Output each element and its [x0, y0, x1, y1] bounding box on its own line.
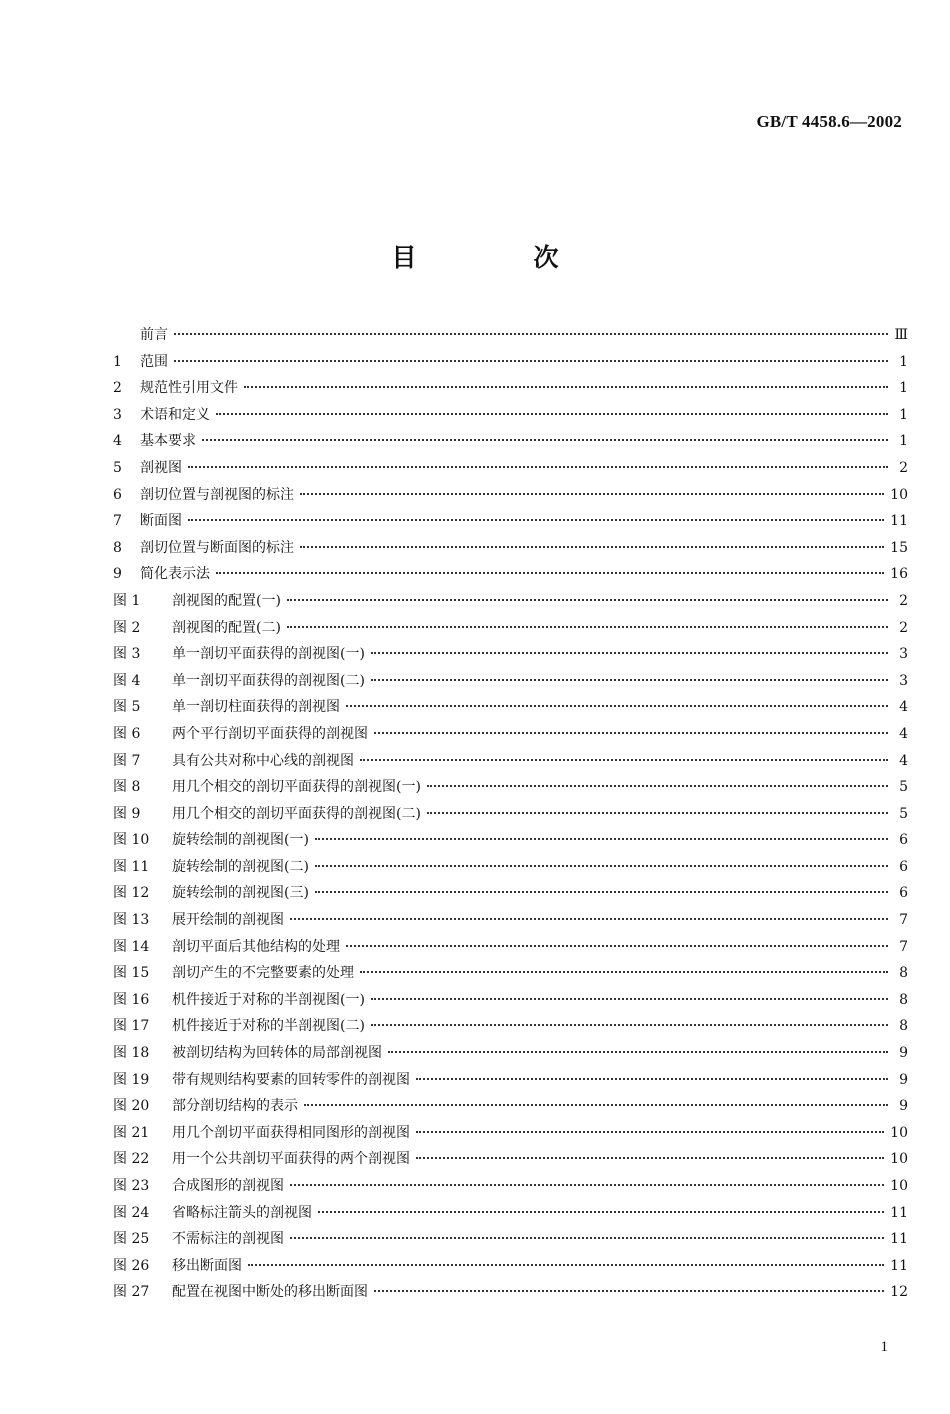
toc-entry-number: 图 5	[113, 699, 141, 716]
toc-entry-number: 图 14	[113, 938, 150, 955]
toc-entry-page: 8	[899, 965, 908, 982]
dot-leader	[174, 360, 888, 362]
toc-entry[interactable]	[113, 907, 908, 934]
toc-entry-number: 图 15	[113, 965, 150, 982]
toc-entry-number: 图 19	[113, 1071, 150, 1088]
toc-entry-number: 1	[113, 353, 122, 370]
toc-entry-number: 图 26	[113, 1257, 150, 1274]
toc-entry[interactable]	[113, 402, 908, 429]
toc-entry[interactable]	[113, 694, 908, 721]
dot-leader	[304, 1104, 888, 1106]
toc-entry-title: 带有规则结构要素的回转零件的剖视图	[172, 1071, 410, 1088]
dot-leader	[216, 572, 884, 574]
toc-entry[interactable]	[113, 1146, 908, 1173]
toc-entry-title: 剖切平面后其他结构的处理	[172, 938, 340, 955]
toc-entry-page: 6	[899, 885, 908, 902]
toc-entry-title: 剖视图	[140, 459, 182, 476]
toc-entry-page: 4	[899, 699, 908, 716]
toc-entry-number: 图 22	[113, 1151, 150, 1168]
table-of-contents	[113, 322, 908, 1306]
toc-entry[interactable]	[113, 748, 908, 775]
toc-entry[interactable]	[113, 801, 908, 828]
toc-entry-number: 图 3	[113, 646, 141, 663]
toc-entry-number: 图 9	[113, 805, 141, 822]
toc-entry-page: 9	[899, 1045, 908, 1062]
toc-entry-page: 3	[899, 672, 908, 689]
toc-entry-page: 5	[899, 805, 908, 822]
toc-entry-number: 图 18	[113, 1045, 150, 1062]
dot-leader	[371, 679, 888, 681]
toc-entry[interactable]	[113, 854, 908, 881]
toc-entry-number: 图 24	[113, 1204, 150, 1221]
toc-entry-number: 2	[113, 380, 122, 397]
dot-leader	[188, 466, 888, 468]
toc-entry-page: 1	[899, 353, 908, 370]
toc-entry[interactable]	[113, 721, 908, 748]
toc-entry-number: 图 1	[113, 592, 141, 609]
dot-leader	[360, 759, 888, 761]
toc-entry[interactable]	[113, 1120, 908, 1147]
dot-leader	[300, 546, 884, 548]
toc-entry[interactable]	[113, 827, 908, 854]
toc-entry-title: 用一个公共剖切平面获得的两个剖视图	[172, 1151, 410, 1168]
dot-leader	[416, 1131, 884, 1133]
dot-leader	[300, 493, 884, 495]
toc-entry[interactable]	[113, 349, 908, 376]
dot-leader	[174, 333, 888, 335]
toc-entry-page: 4	[899, 725, 908, 742]
toc-entry-title: 范围	[140, 353, 168, 370]
dot-leader	[315, 865, 888, 867]
toc-entry[interactable]	[113, 455, 908, 482]
toc-entry-number: 7	[113, 513, 122, 530]
dot-leader	[318, 1211, 884, 1213]
toc-entry-page: 4	[899, 752, 908, 769]
toc-entry-title: 剖视图的配置(二)	[172, 619, 281, 636]
dot-leader	[346, 945, 888, 947]
toc-entry[interactable]	[113, 1040, 908, 1067]
toc-entry-page: 12	[890, 1284, 908, 1301]
toc-entry-title: 断面图	[140, 513, 182, 530]
toc-entry-page: 3	[899, 646, 908, 663]
toc-entry-page: Ⅲ	[894, 327, 908, 343]
toc-entry-title: 不需标注的剖视图	[172, 1231, 284, 1248]
dot-leader	[290, 918, 888, 920]
toc-entry-page: 1	[899, 406, 908, 423]
toc-entry[interactable]	[113, 1013, 908, 1040]
toc-entry-number: 图 12	[113, 885, 150, 902]
toc-entry-title: 合成图形的剖视图	[172, 1178, 284, 1194]
toc-entry-title: 单一剖切平面获得的剖视图(一)	[172, 646, 365, 663]
toc-entry-title: 单一剖切平面获得的剖视图(二)	[172, 672, 365, 689]
toc-entry-page: 9	[899, 1071, 908, 1088]
toc-entry-title: 剖切位置与断面图的标注	[140, 539, 294, 556]
toc-entry-page: 10	[890, 1178, 908, 1194]
dot-leader	[290, 1237, 884, 1239]
toc-entry[interactable]	[113, 508, 908, 535]
toc-entry[interactable]	[113, 1279, 908, 1306]
toc-entry-page: 9	[899, 1098, 908, 1115]
page-title: 目 次	[391, 243, 605, 272]
toc-entry-number: 6	[113, 486, 122, 503]
toc-entry-number: 5	[113, 459, 122, 476]
dot-leader	[287, 599, 888, 601]
toc-entry-title: 简化表示法	[140, 566, 210, 583]
page-number: 1	[880, 1339, 888, 1355]
toc-entry-page: 7	[899, 938, 908, 955]
toc-entry-title: 术语和定义	[140, 406, 210, 423]
dot-leader	[374, 1290, 884, 1292]
toc-entry[interactable]	[113, 774, 908, 801]
toc-entry-page: 8	[899, 991, 908, 1008]
toc-entry[interactable]	[113, 588, 908, 615]
toc-entry-page: 11	[890, 1257, 908, 1274]
toc-entry[interactable]	[113, 322, 908, 349]
toc-entry-title: 剖切产生的不完整要素的处理	[172, 965, 354, 982]
toc-entry-page: 2	[899, 619, 908, 636]
dot-leader	[371, 652, 888, 654]
dot-leader	[416, 1157, 884, 1159]
toc-entry-title: 省略标注箭头的剖视图	[172, 1204, 312, 1221]
toc-entry-title: 配置在视图中断处的移出断面图	[172, 1284, 368, 1301]
toc-entry[interactable]	[113, 934, 908, 961]
toc-entry[interactable]	[113, 561, 908, 588]
toc-entry[interactable]	[113, 1067, 908, 1094]
toc-entry-page: 6	[899, 858, 908, 875]
toc-entry-title: 展开绘制的剖视图	[172, 912, 284, 929]
toc-entry[interactable]	[113, 375, 908, 402]
toc-entry-title: 移出断面图	[172, 1257, 242, 1274]
toc-entry[interactable]	[113, 1200, 908, 1227]
toc-entry-number: 9	[113, 566, 122, 583]
standard-code: GB/T 4458.6—2002	[756, 112, 902, 131]
toc-entry-page: 15	[890, 539, 908, 556]
toc-entry-number: 图 8	[113, 779, 141, 796]
toc-entry-number: 图 6	[113, 725, 141, 742]
dot-leader	[244, 386, 888, 388]
toc-entry-page: 10	[890, 1151, 908, 1168]
dot-leader	[202, 439, 888, 441]
toc-entry-number: 图 4	[113, 672, 141, 689]
toc-entry[interactable]	[113, 960, 908, 987]
toc-entry-title: 用几个剖切平面获得相同图形的剖视图	[172, 1124, 410, 1141]
toc-entry[interactable]	[113, 1253, 908, 1280]
dot-leader	[360, 971, 888, 973]
dot-leader	[427, 785, 888, 787]
toc-entry[interactable]	[113, 428, 908, 455]
toc-entry-number: 8	[113, 539, 122, 556]
toc-entry-page: 11	[890, 1231, 908, 1248]
toc-entry[interactable]	[113, 641, 908, 668]
dot-leader	[371, 1024, 888, 1026]
dot-leader	[427, 812, 888, 814]
toc-entry-page: 6	[899, 832, 908, 849]
toc-entry-number: 图 20	[113, 1098, 150, 1115]
toc-entry-page: 2	[899, 459, 908, 476]
toc-entry-title: 前言	[140, 327, 168, 343]
toc-entry-title: 被剖切结构为回转体的局部剖视图	[172, 1045, 382, 1062]
toc-entry-title: 单一剖切柱面获得的剖视图	[172, 699, 340, 716]
dot-leader	[416, 1078, 888, 1080]
toc-entry-title: 旋转绘制的剖视图(二)	[172, 858, 309, 875]
dot-leader	[188, 519, 884, 521]
toc-entry-page: 16	[890, 566, 908, 583]
toc-entry[interactable]	[113, 1173, 908, 1200]
toc-entry-title: 具有公共对称中心线的剖视图	[172, 752, 354, 769]
toc-entry[interactable]	[113, 615, 908, 642]
toc-entry-page: 2	[899, 592, 908, 609]
toc-entry-number: 图 23	[113, 1178, 150, 1194]
dot-leader	[315, 838, 888, 840]
toc-entry[interactable]	[113, 1226, 908, 1253]
toc-entry-page: 10	[890, 486, 908, 503]
dot-leader	[248, 1264, 884, 1266]
toc-entry-page: 5	[899, 779, 908, 796]
toc-entry-title: 机件接近于对称的半剖视图(二)	[172, 1018, 365, 1035]
toc-entry-page: 7	[899, 912, 908, 929]
toc-entry-title: 两个平行剖切平面获得的剖视图	[172, 725, 368, 742]
toc-entry[interactable]	[113, 482, 908, 509]
dot-leader	[315, 891, 888, 893]
toc-entry-number: 图 21	[113, 1124, 150, 1141]
toc-entry-number: 图 25	[113, 1231, 150, 1248]
toc-entry-number: 图 11	[113, 858, 150, 875]
toc-entry-title: 规范性引用文件	[140, 380, 238, 397]
toc-entry-page: 1	[899, 433, 908, 450]
toc-entry[interactable]	[113, 1093, 908, 1120]
dot-leader	[374, 732, 888, 734]
toc-entry-page: 1	[899, 380, 908, 397]
toc-entry-number: 图 27	[113, 1284, 150, 1301]
dot-leader	[216, 413, 888, 415]
toc-entry[interactable]	[113, 668, 908, 695]
toc-entry-title: 旋转绘制的剖视图(三)	[172, 885, 309, 902]
toc-entry-page: 10	[890, 1124, 908, 1141]
dot-leader	[388, 1051, 888, 1053]
toc-entry-page: 8	[899, 1018, 908, 1035]
toc-entry-number: 图 2	[113, 619, 141, 636]
toc-entry-title: 部分剖切结构的表示	[172, 1098, 298, 1115]
toc-entry[interactable]	[113, 880, 908, 907]
toc-entry-number: 图 13	[113, 912, 150, 929]
toc-entry[interactable]	[113, 535, 908, 562]
dot-leader	[371, 998, 888, 1000]
toc-entry-title: 旋转绘制的剖视图(一)	[172, 832, 309, 849]
toc-entry-number: 图 17	[113, 1018, 150, 1035]
dot-leader	[290, 1184, 884, 1186]
toc-entry-title: 剖切位置与剖视图的标注	[140, 486, 294, 503]
toc-entry[interactable]	[113, 987, 908, 1014]
toc-entry-title: 用几个相交的剖切平面获得的剖视图(一)	[172, 779, 421, 796]
toc-entry-title: 基本要求	[140, 433, 196, 450]
toc-entry-number: 4	[113, 433, 122, 450]
toc-entry-number: 3	[113, 406, 122, 423]
toc-entry-page: 11	[890, 1204, 908, 1221]
toc-entry-title: 机件接近于对称的半剖视图(一)	[172, 991, 365, 1008]
toc-entry-number: 图 7	[113, 752, 141, 769]
toc-entry-page: 11	[890, 513, 908, 530]
dot-leader	[287, 626, 888, 628]
dot-leader	[346, 705, 888, 707]
toc-entry-number: 图 16	[113, 991, 150, 1008]
toc-entry-title: 剖视图的配置(一)	[172, 592, 281, 609]
toc-entry-title: 用几个相交的剖切平面获得的剖视图(二)	[172, 805, 421, 822]
toc-entry-number: 图 10	[113, 832, 150, 849]
